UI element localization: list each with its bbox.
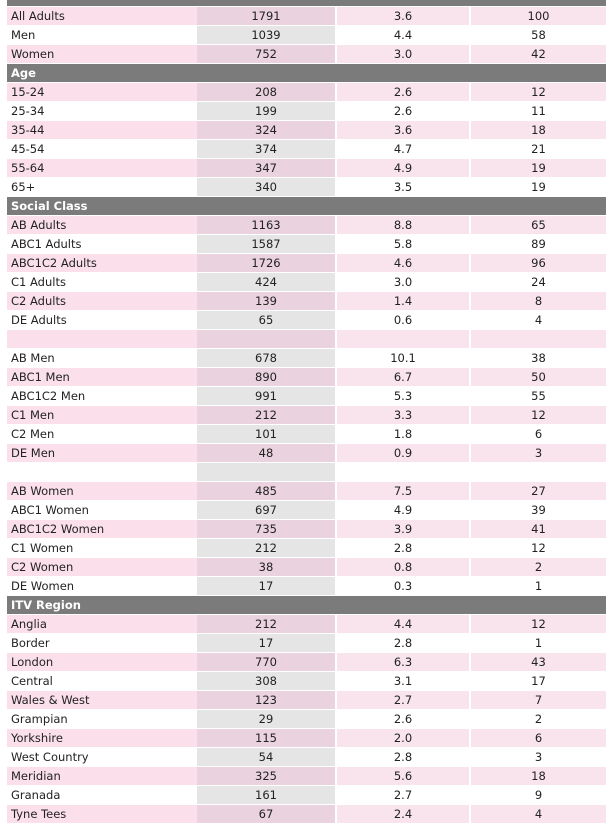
row-label-cell: Wales & West — [7, 691, 197, 710]
percent-cell: 5.6 — [336, 767, 470, 786]
row-label-cell: London — [7, 653, 197, 672]
section-header-row — [7, 197, 606, 216]
section-header-row — [7, 64, 606, 83]
percent-cell: 2.6 — [336, 83, 470, 102]
index-cell: 89 — [470, 235, 606, 254]
index-cell: 12 — [470, 615, 606, 634]
percent-cell: 3.1 — [336, 672, 470, 691]
percent-cell: 2.7 — [336, 786, 470, 805]
index-cell: 38 — [470, 349, 606, 368]
index-cell: 2 — [470, 558, 606, 577]
sample-size-cell: 67 — [197, 805, 336, 824]
sample-size-cell: 17 — [197, 634, 336, 653]
row-label-cell: Women — [7, 45, 197, 64]
percent-cell: 4.6 — [336, 254, 470, 273]
percent-cell: 3.5 — [336, 178, 470, 197]
sample-size-cell: 991 — [197, 387, 336, 406]
row-label-cell: AB Women — [7, 482, 197, 501]
row-label-cell: DE Men — [7, 444, 197, 463]
sample-size-cell: 161 — [197, 786, 336, 805]
table-row — [7, 805, 606, 824]
sample-size-cell: 48 — [197, 444, 336, 463]
index-cell: 12 — [470, 539, 606, 558]
sample-size-cell: 424 — [197, 273, 336, 292]
percent-cell: 1.8 — [336, 425, 470, 444]
index-cell: 1 — [470, 577, 606, 596]
index-cell — [470, 463, 606, 482]
percent-cell — [336, 463, 470, 482]
table-row — [7, 159, 606, 178]
percent-cell: 2.6 — [336, 102, 470, 121]
percent-cell: 4.4 — [336, 615, 470, 634]
table-row — [7, 102, 606, 121]
row-label-cell: DE Women — [7, 577, 197, 596]
row-label-cell: ABC1 Men — [7, 368, 197, 387]
row-label-cell: C2 Men — [7, 425, 197, 444]
sample-size-cell: 735 — [197, 520, 336, 539]
index-cell: 4 — [470, 805, 606, 824]
row-label-cell: Yorkshire — [7, 729, 197, 748]
index-cell: 3 — [470, 748, 606, 767]
sample-size-cell: 17 — [197, 577, 336, 596]
row-label-cell: C2 Adults — [7, 292, 197, 311]
index-cell: 58 — [470, 26, 606, 45]
section-header-label: Social Class — [7, 197, 606, 216]
row-label-cell: ABC1C2 Adults — [7, 254, 197, 273]
sample-size-cell: 212 — [197, 539, 336, 558]
table-row — [7, 235, 606, 254]
row-label-cell: 55-64 — [7, 159, 197, 178]
row-label-cell: 45-54 — [7, 140, 197, 159]
index-cell: 4 — [470, 311, 606, 330]
table-row — [7, 121, 606, 140]
index-cell: 42 — [470, 45, 606, 64]
sample-size-cell: 308 — [197, 672, 336, 691]
index-cell: 7 — [470, 691, 606, 710]
table-row — [7, 634, 606, 653]
table-row — [7, 615, 606, 634]
row-label-cell — [7, 463, 197, 482]
sample-size-cell: 1163 — [197, 216, 336, 235]
table-row — [7, 26, 606, 45]
table-row — [7, 520, 606, 539]
table-row — [7, 273, 606, 292]
sample-size-cell: 212 — [197, 406, 336, 425]
table-row — [7, 710, 606, 729]
index-cell: 96 — [470, 254, 606, 273]
percent-cell: 2.0 — [336, 729, 470, 748]
table-row — [7, 178, 606, 197]
sample-size-cell: 1039 — [197, 26, 336, 45]
index-cell: 41 — [470, 520, 606, 539]
table-row — [7, 292, 606, 311]
percent-cell: 0.8 — [336, 558, 470, 577]
percent-cell: 3.9 — [336, 520, 470, 539]
sample-size-cell: 697 — [197, 501, 336, 520]
index-cell: 12 — [470, 83, 606, 102]
percent-cell: 2.8 — [336, 748, 470, 767]
sample-size-cell: 1726 — [197, 254, 336, 273]
sample-size-cell: 115 — [197, 729, 336, 748]
table-row — [7, 140, 606, 159]
sample-size-cell: 752 — [197, 45, 336, 64]
percent-cell: 3.3 — [336, 406, 470, 425]
percent-cell — [336, 330, 470, 349]
table-row — [7, 349, 606, 368]
percent-cell: 4.9 — [336, 159, 470, 178]
percent-cell: 5.8 — [336, 235, 470, 254]
percent-cell: 7.5 — [336, 482, 470, 501]
table-row — [7, 311, 606, 330]
percent-cell: 3.0 — [336, 273, 470, 292]
sample-size-cell: 199 — [197, 102, 336, 121]
table-row — [7, 653, 606, 672]
table-row — [7, 577, 606, 596]
sample-size-cell: 65 — [197, 311, 336, 330]
sample-size-cell: 1791 — [197, 7, 336, 26]
table-row — [7, 7, 606, 26]
sample-size-cell: 212 — [197, 615, 336, 634]
percent-cell: 2.8 — [336, 634, 470, 653]
row-label-cell: ABC1C2 Women — [7, 520, 197, 539]
table-row — [7, 729, 606, 748]
row-label-cell: 65+ — [7, 178, 197, 197]
sample-size-cell: 54 — [197, 748, 336, 767]
sample-size-cell: 38 — [197, 558, 336, 577]
table-row — [7, 786, 606, 805]
sample-size-cell — [197, 463, 336, 482]
table-row — [7, 482, 606, 501]
index-cell: 50 — [470, 368, 606, 387]
table-row — [7, 216, 606, 235]
index-cell: 43 — [470, 653, 606, 672]
index-cell — [470, 330, 606, 349]
row-label-cell: Granada — [7, 786, 197, 805]
index-cell: 21 — [470, 140, 606, 159]
index-cell: 27 — [470, 482, 606, 501]
row-label-cell: C2 Women — [7, 558, 197, 577]
percent-cell: 2.8 — [336, 539, 470, 558]
index-cell: 8 — [470, 292, 606, 311]
index-cell: 17 — [470, 672, 606, 691]
row-label-cell: C1 Women — [7, 539, 197, 558]
percent-cell: 1.4 — [336, 292, 470, 311]
index-cell: 39 — [470, 501, 606, 520]
row-label-cell — [7, 330, 197, 349]
row-label-cell: AB Men — [7, 349, 197, 368]
table-row — [7, 406, 606, 425]
sample-size-cell: 29 — [197, 710, 336, 729]
row-label-cell: Anglia — [7, 615, 197, 634]
index-cell: 100 — [470, 7, 606, 26]
table-row — [7, 463, 606, 482]
index-cell: 65 — [470, 216, 606, 235]
row-label-cell: DE Adults — [7, 311, 197, 330]
sample-size-cell: 374 — [197, 140, 336, 159]
sample-size-cell — [197, 330, 336, 349]
row-label-cell: ABC1 Adults — [7, 235, 197, 254]
index-cell: 2 — [470, 710, 606, 729]
percent-cell: 3.6 — [336, 121, 470, 140]
index-cell: 9 — [470, 786, 606, 805]
table-row — [7, 691, 606, 710]
percent-cell: 0.6 — [336, 311, 470, 330]
index-cell: 1 — [470, 634, 606, 653]
sample-size-cell: 139 — [197, 292, 336, 311]
table-row — [7, 387, 606, 406]
row-label-cell: C1 Men — [7, 406, 197, 425]
row-label-cell: Tyne Tees — [7, 805, 197, 824]
index-cell: 19 — [470, 159, 606, 178]
sample-size-cell: 1587 — [197, 235, 336, 254]
index-cell: 55 — [470, 387, 606, 406]
percent-cell: 8.8 — [336, 216, 470, 235]
row-label-cell: Men — [7, 26, 197, 45]
table-row — [7, 672, 606, 691]
table-row — [7, 539, 606, 558]
sample-size-cell: 485 — [197, 482, 336, 501]
sample-size-cell: 347 — [197, 159, 336, 178]
row-label-cell: 15-24 — [7, 83, 197, 102]
percent-cell: 6.7 — [336, 368, 470, 387]
percent-cell: 4.9 — [336, 501, 470, 520]
sample-size-cell: 890 — [197, 368, 336, 387]
table-row — [7, 368, 606, 387]
index-cell: 6 — [470, 729, 606, 748]
row-label-cell: AB Adults — [7, 216, 197, 235]
row-label-cell: Central — [7, 672, 197, 691]
demographics-table — [7, 0, 606, 824]
percent-cell: 3.6 — [336, 7, 470, 26]
table-row — [7, 558, 606, 577]
row-label-cell: C1 Adults — [7, 273, 197, 292]
sample-size-cell: 123 — [197, 691, 336, 710]
sample-size-cell: 770 — [197, 653, 336, 672]
row-label-cell: Border — [7, 634, 197, 653]
table-row — [7, 330, 606, 349]
percent-cell: 2.6 — [336, 710, 470, 729]
row-label-cell: 35-44 — [7, 121, 197, 140]
percent-cell: 0.9 — [336, 444, 470, 463]
section-header-row — [7, 596, 606, 615]
table-row — [7, 254, 606, 273]
index-cell: 18 — [470, 767, 606, 786]
percent-cell: 4.7 — [336, 140, 470, 159]
percent-cell: 4.4 — [336, 26, 470, 45]
percent-cell: 0.3 — [336, 577, 470, 596]
table-row — [7, 45, 606, 64]
section-header-label: ITV Region — [7, 596, 606, 615]
index-cell: 11 — [470, 102, 606, 121]
sample-size-cell: 340 — [197, 178, 336, 197]
percent-cell: 2.7 — [336, 691, 470, 710]
row-label-cell: West Country — [7, 748, 197, 767]
row-label-cell: ABC1C2 Men — [7, 387, 197, 406]
index-cell: 24 — [470, 273, 606, 292]
section-header-label: Age — [7, 64, 606, 83]
percent-cell: 3.0 — [336, 45, 470, 64]
table-row — [7, 748, 606, 767]
sample-size-cell: 101 — [197, 425, 336, 444]
sample-size-cell: 324 — [197, 121, 336, 140]
row-label-cell: 25-34 — [7, 102, 197, 121]
table-row — [7, 501, 606, 520]
table-row — [7, 425, 606, 444]
index-cell: 18 — [470, 121, 606, 140]
index-cell: 3 — [470, 444, 606, 463]
row-label-cell: ABC1 Women — [7, 501, 197, 520]
row-label-cell: Meridian — [7, 767, 197, 786]
index-cell: 6 — [470, 425, 606, 444]
percent-cell: 2.4 — [336, 805, 470, 824]
index-cell: 12 — [470, 406, 606, 425]
table-row — [7, 83, 606, 102]
percent-cell: 6.3 — [336, 653, 470, 672]
sample-size-cell: 208 — [197, 83, 336, 102]
sample-size-cell: 678 — [197, 349, 336, 368]
row-label-cell: Grampian — [7, 710, 197, 729]
index-cell: 19 — [470, 178, 606, 197]
percent-cell: 10.1 — [336, 349, 470, 368]
table-body — [7, 0, 606, 824]
sample-size-cell: 325 — [197, 767, 336, 786]
row-label-cell: All Adults — [7, 7, 197, 26]
percent-cell: 5.3 — [336, 387, 470, 406]
table-row — [7, 767, 606, 786]
table-row — [7, 444, 606, 463]
